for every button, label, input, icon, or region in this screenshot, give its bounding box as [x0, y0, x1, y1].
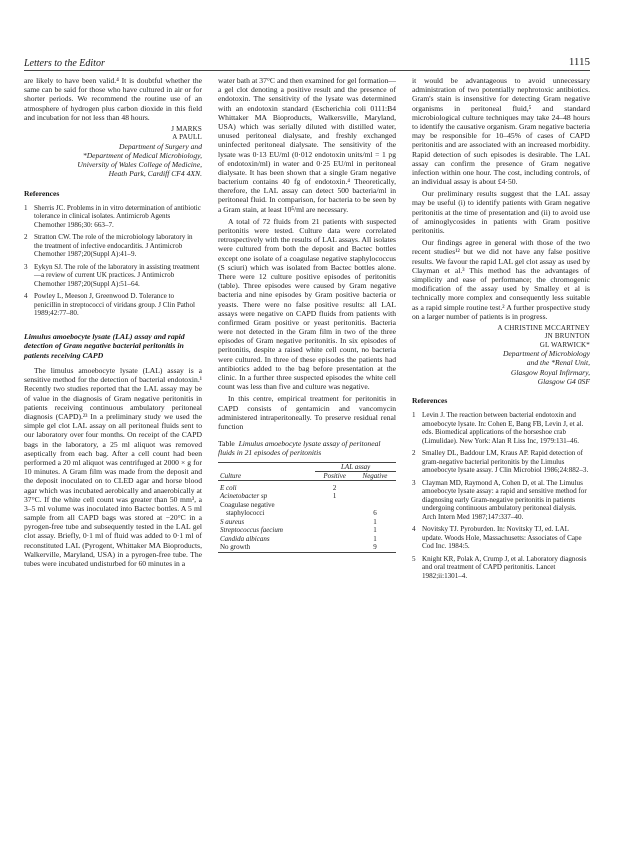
- affiliation: Glasgow Royal Infirmary,: [510, 367, 590, 377]
- running-title: Letters to the Editor: [24, 58, 105, 69]
- reference-item: [24, 204, 202, 230]
- article-paragraph: it would be advantageous to avoid unnecessary administration of two potentially nephrotoxic antibiotics. Gram's stain is insensitive for detecting Gram negative organisms in peritoneal fluid,⁵ and standard microbiological culture techniques may take 24–48 hours to identify the causative organism. Gram negative bacteria may be responsible for 10–45% of cases of CAPD peritonitis and are associated with an increased morbidity. Rapid detection of such episodes is desirable. The LAL assay can confirm the presence of Gram negative infection within one hour. The cost, including controls, of an individual assay is about £4·50.: [412, 76, 590, 187]
- table-row: [218, 484, 396, 492]
- page-number: 1115: [568, 56, 590, 68]
- table-cell: 1: [373, 534, 377, 543]
- reference-number: 2: [412, 449, 416, 458]
- reference-number: 4: [412, 525, 416, 534]
- column-header: Positive: [323, 471, 346, 480]
- author-name: GL WARWICK*: [539, 340, 590, 349]
- reference-text: Stratton CW. The role of the microbiology laboratory in the treatment of infective endocarditis. J Antimicrob Chemother 1987;20(Suppl A):41–9.: [34, 233, 193, 259]
- reference-item: [412, 449, 590, 475]
- table-caption-text: Limulus amoebocyte lysate assay of peritoneal fluids in 21 episodes of peritonitis: [218, 439, 381, 458]
- table-row: [218, 509, 396, 517]
- table-cell: Streptococcus faecium: [220, 526, 283, 535]
- table-cell: [315, 518, 354, 526]
- reference-text: Levin J. The reaction between bacterial endotoxin and amoebocyte lysate. In: Cohen E, Bang FB, Levin J, et al. eds. Biomedical applications of the horseshoe crab (Limulidae). New York: Alan R Liss Inc, 1979:131–46.: [422, 411, 584, 445]
- table-cell: S aureus: [220, 517, 245, 526]
- affiliation: University of Wales College of Medicine,: [77, 160, 202, 170]
- references-heading: References: [412, 396, 448, 406]
- table-cell: [354, 501, 396, 509]
- reference-item: [412, 525, 590, 551]
- column-header: Culture: [220, 471, 242, 480]
- reference-number: 4: [24, 292, 28, 301]
- table-cell: 1: [373, 517, 377, 526]
- table-cell: [315, 526, 354, 534]
- reference-number: 1: [412, 411, 416, 420]
- reference-item: [412, 555, 590, 581]
- table-cell: [354, 484, 396, 492]
- table-cell: [354, 492, 396, 500]
- table-cell: No growth: [220, 543, 251, 552]
- table-cell: Coagulase negative: [220, 500, 275, 509]
- table-cell: E coli: [220, 483, 237, 492]
- author-name: J MARKS: [171, 124, 202, 133]
- table-row: [218, 518, 396, 526]
- reference-number: 3: [24, 262, 28, 271]
- reference-item: [24, 292, 202, 318]
- article-body: The limulus amoebocyte lysate (LAL) assay is a sensitive method for the detection of bacterial endotoxin.¹ Recently two studies reported that the LAL assay may be of value in the diagnosis of Gram negative peritonitis in patients receiving continuous ambulatory peritoneal diagnosis (CAPD).²³ In a preliminary study we used the simple gel clot LAL assay on all peritoneal fluids sent to our laboratory over four months. On receipt of the CAPD bags in the laboratory, a 25 ml aliquot was removed aseptically from each bag. After a cell count had been performed a 20 ml aliquot was centrifuged at 2000 × g for 10 minutes. A Gram film was made from the deposit and the deposit inoculated on to CLED agar and horse blood agar which was incubated aerobically and anaerobically at 37°C. If the white cell count was greater than 50 mm³, a 3–5 ml volume was inoculated into Bactec bottles. A 5 ml sample from all CAPD bags was stored at −20°C in a pyrogen-free tube and subsequently tested in the LAL gel clot assay. Briefly, 0·1 ml of fluid was added to 0·1 ml of reconstituted LAL (Pyrogent, Whittaker MA Bioproducts, Walkerville, Maryland, USA) in a pyrogen-free tube. The tubes were incubated undisturbed for 60 minutes in a: [24, 366, 202, 569]
- column-3: [412, 76, 590, 584]
- author-name: A CHRISTINE MCCARTNEY: [497, 323, 590, 332]
- column-header: Negative: [362, 471, 388, 480]
- article-paragraph: Our findings agree in general with those of the two recent studies¹² but we did not have any false positive results. We favour the rapid LAL gel clot assay as used by Clayman et al.³ This method has the advantages of simplicity and ease of performance; the chromogenic modification of the assay used by Smalley et al is technically more complex and consequently less suitable as a rapid simple routine test.² A further prospective study on a larger number of patients is in progress.: [412, 238, 590, 321]
- table-cell: Acinetobacter sp: [220, 492, 268, 501]
- reference-text: Clayman MD, Raymond A, Cohen D, et al. The Limulus amoebocyte lysate assay: a rapid and sensitive method for diagnosing early Gram-negative peritonitis in patients undergoing continuous ambulatory peritoneal dialysis. Arch Intern Med 1987;147:337–40.: [422, 478, 587, 521]
- reference-number: 2: [24, 233, 28, 242]
- table-group-header: LAL assay: [315, 462, 396, 471]
- results-table: [218, 462, 396, 553]
- reference-text: Sherris JC. Problems in in vitro determination of antibiotic tolerance in clinical isolates. Antimicrob Agents Chemother 1986;30: 663–7.: [34, 203, 201, 229]
- references-heading: References: [24, 188, 60, 198]
- reference-text: Novitsky TJ. Pyroburden. In: Novitsky TJ, ed. LAL update. Woods Hole, Massachusetts: Associates of Cape Cod Inc. 1984:5.: [422, 525, 582, 551]
- table-cell: Candida albicans: [220, 534, 270, 543]
- table-label: Table: [218, 439, 235, 449]
- article-paragraph: Our preliminary results suggest that the LAL assay may be useful (i) to identify patients with Gram negative peritonitis at the time of presentation and (ii) to avoid use of aminoglycosides in patients with Gram positive peritonitis.: [412, 189, 590, 235]
- reference-text: Powley L, Meeson J, Greenwood D. Tolerance to penicillin in streptococci of viridans group. J Clin Pathol 1989;42:77–80.: [34, 292, 195, 318]
- reference-item: [412, 479, 590, 522]
- reference-text: Smalley DL, Baddour LM, Kraus AP. Rapid detection of gram-negative bacterial peritonitis by the Limulus amoebocyte lysate assay. J Clin Microbiol 1986;24:882–3.: [422, 449, 589, 475]
- author-name: JN BRUNTON: [544, 332, 590, 341]
- article-paragraph: water bath at 37°C and then examined for gel formation—a gel clot denoting a positive result and the presence of endotoxin. The sensitivity of the lysate was determined with an endotoxin standard (Escherichia coli 0111:B4 Whittaker MA Bioproducts, Walkersville, Maryland, USA) which was serially diluted with distilled water, unused peritoneal dialysate, and freshly exchanged uninfected peritoneal dialysate. The sensitivity of the lysate was 0·13 EU/ml (0·012 endotoxin units/ml = 1 pg of endotoxin/ml) in water and 0·25 EU/ml in peritoneal dialysate. It has been shown that a single Gram negative bacterium contains 40 fg of endotoxin.⁴ Theoretically, therefore, the LAL assay can detect 500 bacteria/ml in peritoneal fluid. In comparison, for bacteria to be seen by a Gram stain, at least 10⁵/ml are necessary.: [218, 76, 396, 214]
- reference-number: 5: [412, 554, 416, 563]
- table-caption: [218, 439, 396, 457]
- reference-text: Knight KR, Polak A, Crump J, et al. Laboratory diagnosis and oral treatment of CAPD peritonitis. Lancet 1982;ii:1301–4.: [422, 554, 587, 580]
- table-row: [218, 543, 396, 552]
- table-cell: staphylococci: [226, 509, 265, 518]
- article-title: Limulus amoebocyte lysate (LAL) assay and rapid detection of Gram negative bacterial peritonitis in patients receiving CAPD: [24, 331, 185, 360]
- table-cell: 1: [332, 492, 337, 501]
- article-paragraph: In this centre, empirical treatment for peritonitis in CAPD consists of gentamicin and vancomycin administered intraperitoneally. To preserve residual renal function: [218, 394, 396, 431]
- affiliation: Department of Surgery and: [118, 141, 202, 151]
- table-cell: 9: [373, 543, 377, 552]
- table-cell: 1: [373, 526, 377, 535]
- article-paragraph: A total of 72 fluids from 21 patients with suspected peritonitis were tested. Culture data were correlated retrospectively with the results of LAL assays. All isolates were cultured from both the deposit and Bactec bottles except one isolate of a coagulase negative staphylococcus (S sciuri) which was isolated from Bactec bottles alone. There were 12 culture positive episodes of peritonitis (table). Three episodes were caused by Gram negative bacteria and nine episodes by Gram positive bacteria or yeasts. There were no false positive results: all LAL assays were negative on CAPD fluids from patients with confirmed Gram positive or yeast peritonitis. Bacteria were not detected in the Gram film in two of the three episodes of Gram negative peritonitis. In six episodes of peritonitis, despite a raised white cell count, no bacteria were cultured. In three of these episodes the patients had antibiotics added to the bag before presentation at the clinic. In a further three suspected episodes the white cell count was less than five and culture was negative.: [218, 216, 396, 392]
- affiliation: Heath Park, Cardiff CF4 4XN.: [108, 169, 202, 179]
- reference-number: 1: [24, 203, 28, 212]
- reference-item: [24, 263, 202, 289]
- table-cell: [315, 535, 354, 543]
- reference-item: [412, 411, 590, 445]
- reference-text: Eykyn SJ. The role of the laboratory in assisting treatment—a review of current UK practices. J Antimicrob Chemother 1987;20(Suppl A):51–64.: [34, 262, 200, 288]
- affiliation: and the *Renal Unit,: [526, 358, 590, 368]
- table-cell: [315, 543, 354, 552]
- table-cell: 2: [332, 483, 337, 492]
- reference-number: 3: [412, 478, 416, 487]
- affiliation: Glasgow G4 0SF: [537, 376, 590, 386]
- table-cell: 6: [373, 509, 377, 518]
- table-cell: [315, 501, 354, 509]
- table-row: [218, 535, 396, 543]
- table-row: [218, 526, 396, 534]
- column-1: [24, 76, 202, 571]
- header-rule: [24, 70, 590, 71]
- table-row: [218, 492, 396, 500]
- affiliation: Department of Microbiology: [502, 349, 590, 359]
- letter-conclusion: are likely to have been valid.⁴ It is doubtful whether the same can be said for those who have cultured in air or for shorter periods. We recommend the routine use of an atmosphere of hydrogen plus carbon dioxide in this field and incubation for not less than 48 hours.: [24, 76, 202, 122]
- reference-item: [24, 233, 202, 259]
- table-cell: [315, 509, 354, 517]
- table-row: [218, 501, 396, 509]
- affiliation: *Department of Medical Microbiology,: [82, 151, 202, 161]
- column-2: [218, 76, 396, 553]
- author-name: A PAULL: [172, 133, 202, 142]
